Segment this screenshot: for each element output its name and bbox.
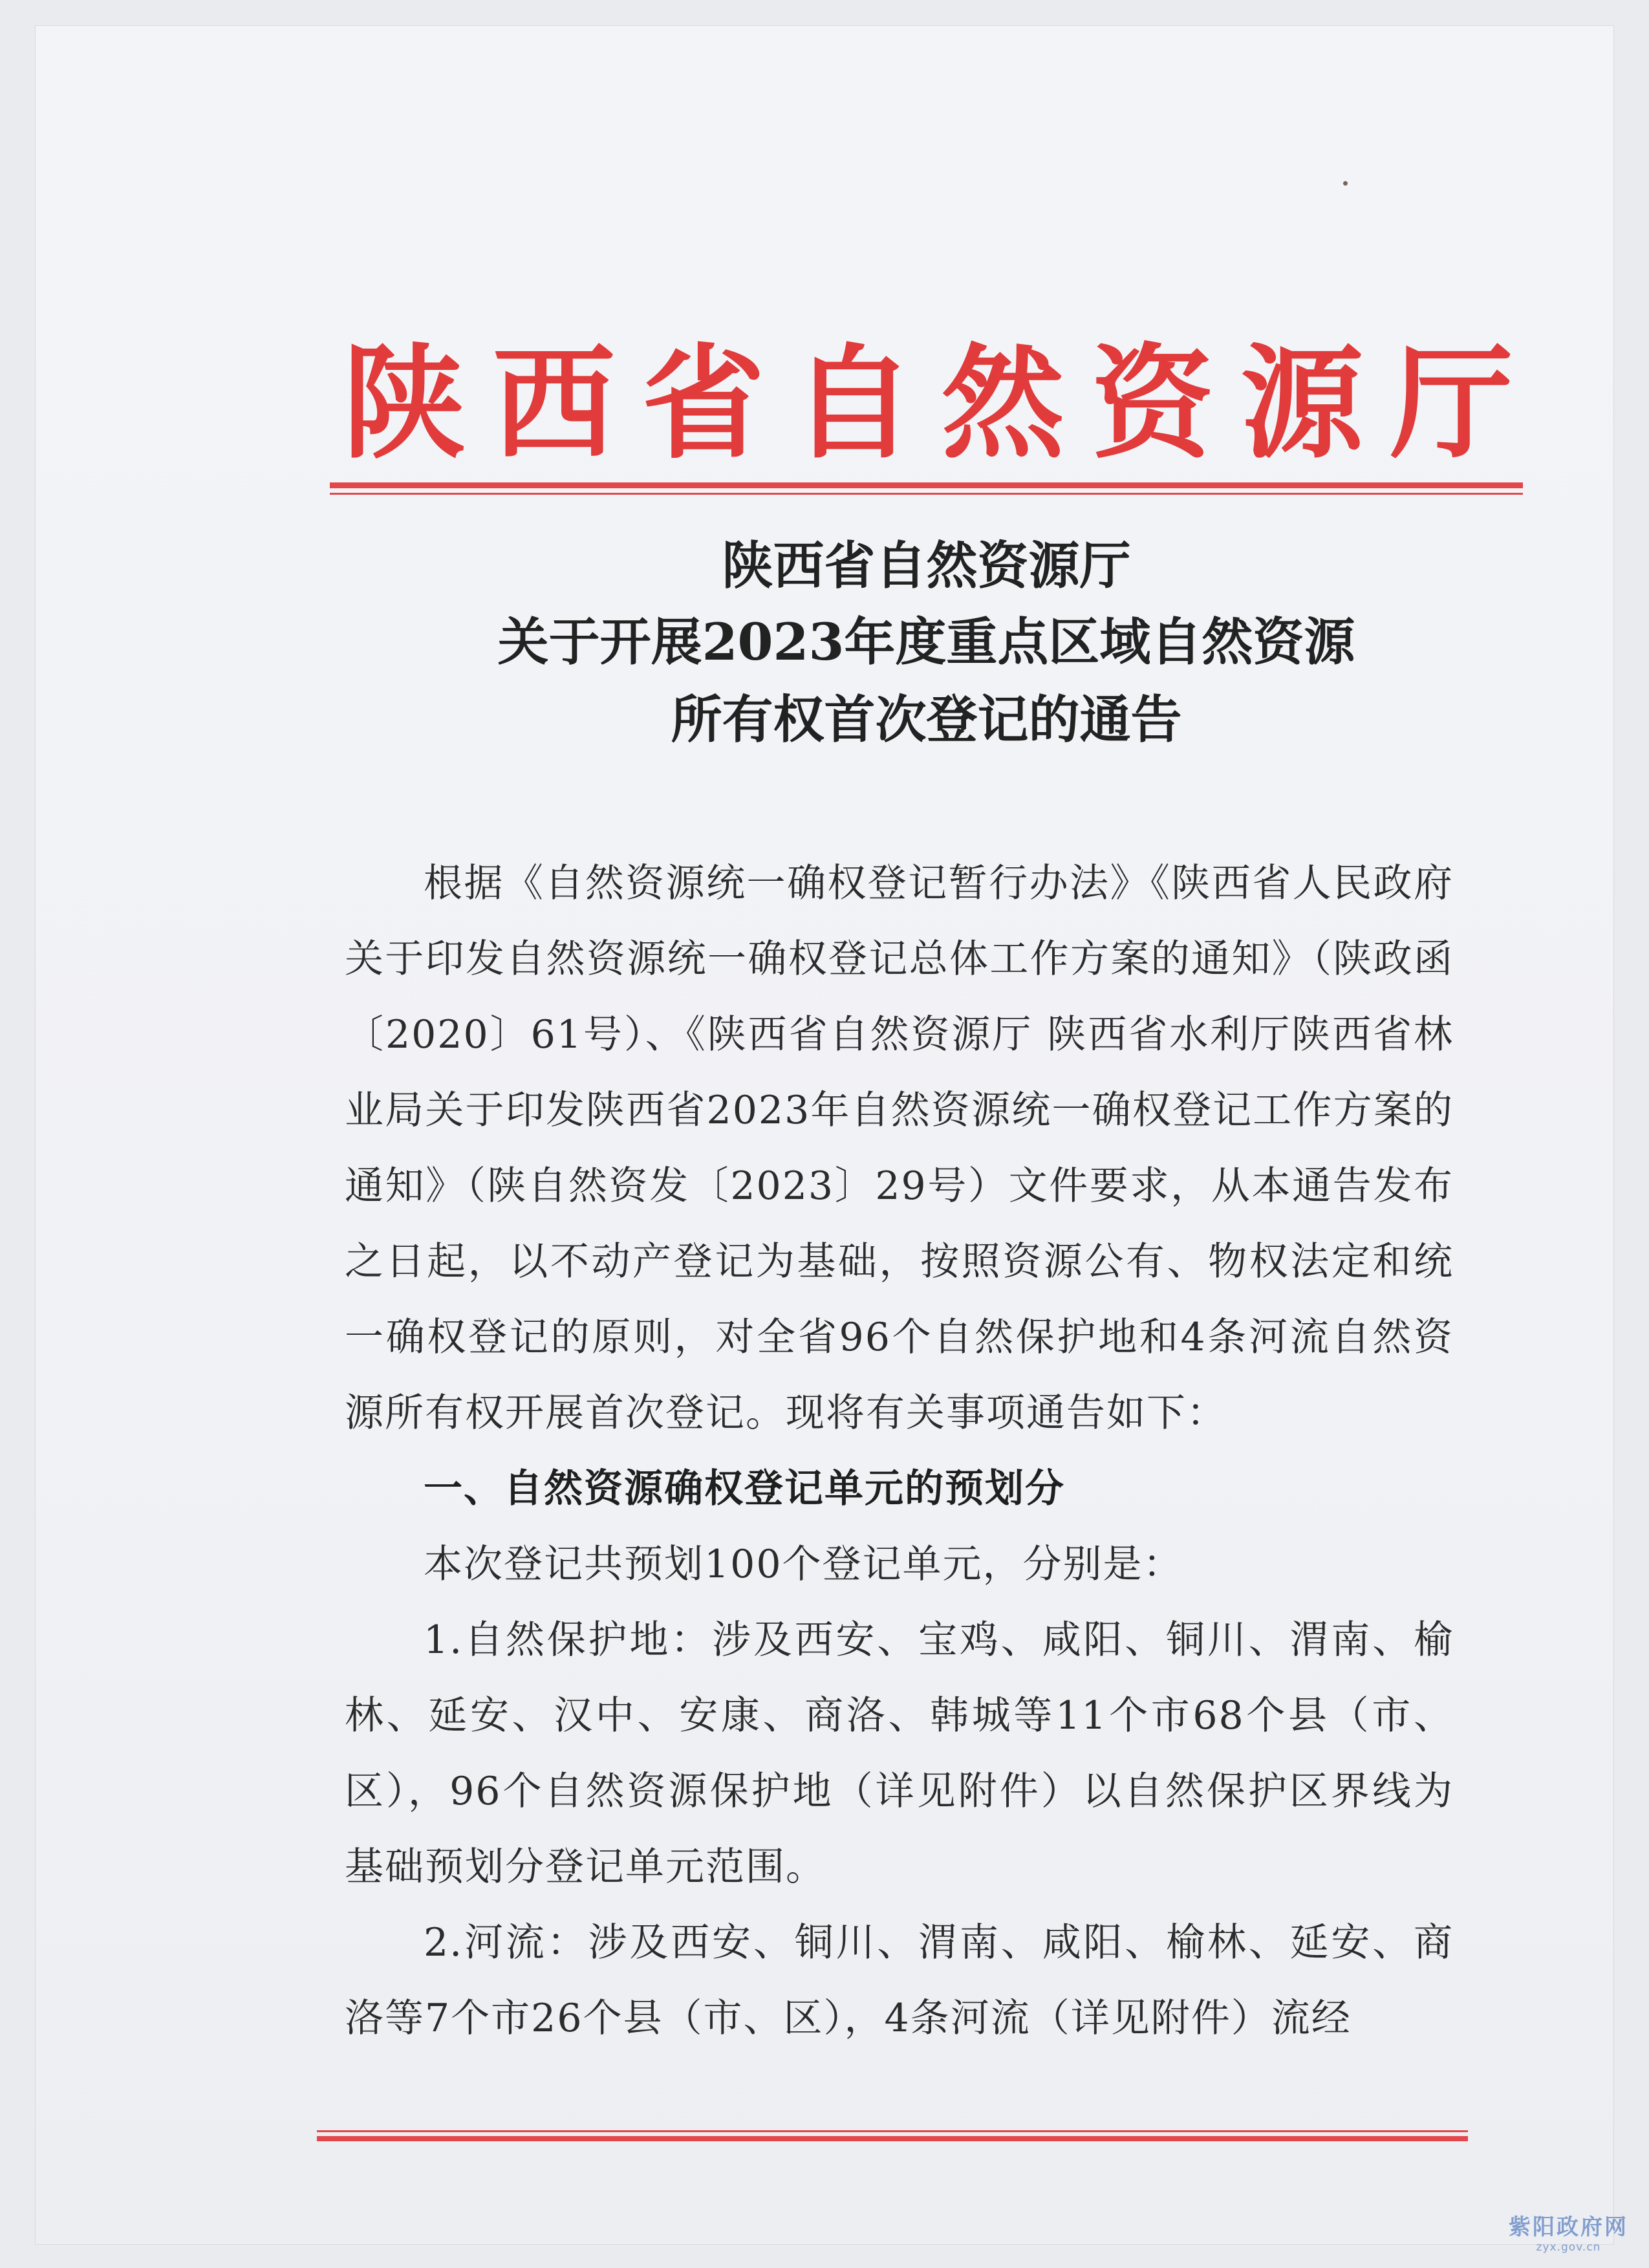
- watermark-name: 紫阳政府网: [1509, 2214, 1628, 2240]
- header-char: 西: [492, 332, 616, 475]
- document-title-line-2: 关于开展2023年度重点区域自然资源: [497, 612, 1355, 672]
- body-paragraph: 1.自然保护地：涉及西安、宝鸡、咸阳、铜川、渭南、榆林、延安、汉中、安康、商洛、韩城等11个市68个县（市、区），96个自然资源保护地（详见附件）以自然保护区界线为基础预划分登记单元范围。: [345, 1617, 1454, 1890]
- header-char: 陕: [342, 332, 466, 475]
- scan-speck: [1343, 181, 1348, 186]
- footer-red-rule-thin: [317, 2130, 1468, 2132]
- watermark-url: zyx.gov.cn: [1536, 2241, 1601, 2254]
- document-title-line-3: 所有权首次登记的通告: [671, 689, 1182, 750]
- site-watermark: [1509, 2209, 1628, 2254]
- footer-red-rule-thick: [317, 2136, 1468, 2141]
- header-red-rule-thin: [330, 493, 1523, 495]
- header-char: 厅: [1390, 332, 1513, 475]
- header-char: 资: [1091, 332, 1214, 475]
- body-paragraph: 本次登记共预划100个登记单元，分别是：: [424, 1542, 1183, 1587]
- document-title-line-1: 陕西省自然资源厅: [722, 535, 1131, 596]
- body-paragraph: 2.河流：涉及西安、铜川、渭南、咸阳、榆林、延安、商洛等7个市26个县（市、区），4条河流（详见附件）流经: [345, 1920, 1454, 2041]
- header-char: 自: [792, 332, 915, 475]
- header-red-rule-thick: [330, 482, 1523, 488]
- scanned-document-page: [36, 26, 1613, 2244]
- issuing-authority-header: [339, 330, 1516, 479]
- body-paragraph: 根据《自然资源统一确权登记暂行办法》《陕西省人民政府关于印发自然资源统一确权登记总体工作方案的通知》（陕政函〔2020〕61号）、《陕西省自然资源厅 陕西省水利厅陕西省林业局关于印发陕西省2023年自然资源统一确权登记工作方案的通知》（陕自然资发〔2023〕29号）文件要求，从本通告发布之日起，以不动产登记为基础，按照资源公有、物权法定和统一确权登记的原则，对全省96个自然保护地和4条河流自然资源所有权开展首次登记。现将有关事项通告如下：: [345, 861, 1454, 1436]
- document-body: [345, 846, 1454, 2057]
- header-char: 然: [941, 332, 1064, 475]
- section-heading: 一、自然资源确权登记单元的预划分: [424, 1466, 1065, 1511]
- header-char: 源: [1240, 332, 1364, 475]
- header-char: 省: [641, 332, 765, 475]
